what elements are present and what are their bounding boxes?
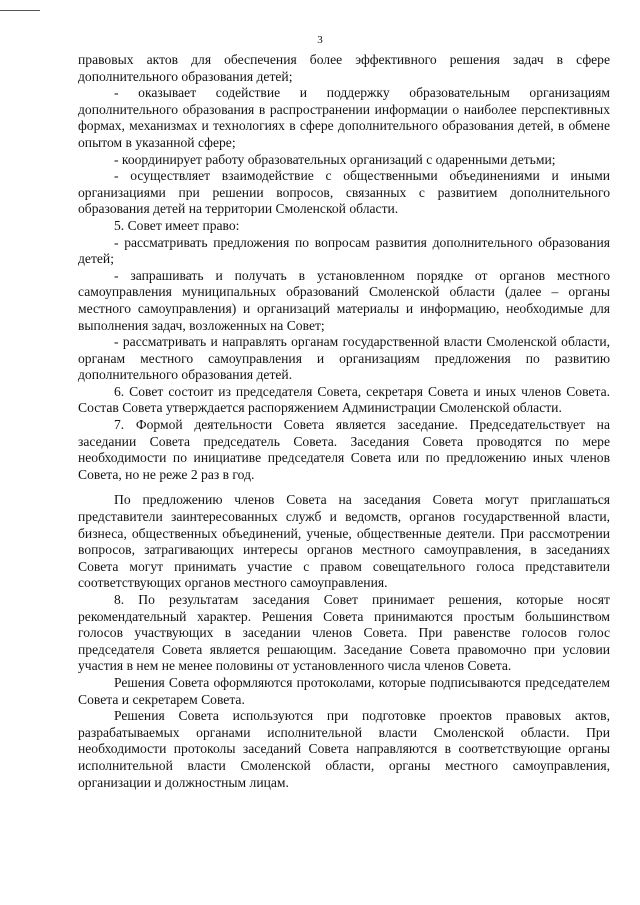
document-body bbox=[78, 52, 610, 791]
paragraph-usage: Решения Совета используются при подготовке проектов правовых актов, разрабатываемых органами исполнительной власти Смоленской области. При необходимости протоколы заседаний Совета направляются в соответствующие органы исполнительной власти Смоленской области, органы местного самоуправления, организации и должностным лицам. bbox=[78, 708, 610, 790]
scan-edge-line bbox=[0, 10, 40, 11]
paragraph-item-8: 8. По результатам заседания Совет принимает решения, которые носят рекомендательный характер. Решения Совета принимаются простым большинством голосов участвующих в заседании членов Совета. При равенстве голосов голос председателя Совета является решающим. Заседание Совета правомочно при условии участия в нем не менее половины от установленного числа членов Совета. bbox=[78, 592, 610, 674]
paragraph-protocols: Решения Совета оформляются протоколами, которые подписываются председателем Совета и секретарем Совета. bbox=[78, 674, 610, 707]
paragraph-item-7: 7. Формой деятельности Совета является заседание. Председательствует на заседании Совета председатель Совета. Заседания Совета проводятся по мере необходимости по инициативе председателя Совета или по предложению иных членов Совета, но не реже 2 раз в год. bbox=[78, 417, 610, 482]
paragraph-item-6: 6. Совет состоит из председателя Совета, секретаря Совета и иных членов Совета. Состав Совета утверждается распоряжением Администрации Смоленской области. bbox=[78, 383, 610, 416]
paragraph-bullet-consider: - рассматривать предложения по вопросам развития дополнительного образования детей; bbox=[78, 234, 610, 267]
paragraph-invitations: По предложению членов Совета на заседания Совета могут приглашаться представители заинтересованных служб и ведомств, органов государственной власти, бизнеса, общественных объединений, ученые, общественные деятели. При рассмотрении вопросов, затрагивающих интересы органов местного самоуправления, в заседаниях Совета могут принимать участие с правом совещательного голоса представители соответствующих органов местного самоуправления. bbox=[78, 492, 610, 591]
paragraph-bullet-interaction: - осуществляет взаимодействие с общественными объединениями и иными организациями при решении вопросов, связанных с развитием дополнительного образования детей на территории Смоленской области. bbox=[78, 168, 610, 217]
page-number: 3 bbox=[317, 34, 323, 46]
paragraph-continuation: правовых актов для обеспечения более эффективного решения задач в сфере дополнительного образования детей; bbox=[78, 52, 610, 84]
paragraph-bullet-coordinates: - координирует работу образовательных организаций с одаренными детьми; bbox=[114, 151, 556, 167]
paragraph-item-5: 5. Совет имеет право: bbox=[114, 217, 240, 233]
paragraph-bullet-support: - оказывает содействие и поддержку образовательным организациям дополнительного образования в распространении информации о наиболее перспективных формах, механизмах и технологиях в сфере дополнительного образования детей, в обмене опытом в указанной сфере; bbox=[78, 85, 610, 150]
paragraph-bullet-request: - запрашивать и получать в установленном порядке от органов местного самоуправления муниципальных образований Смоленской области (далее – органы местного самоуправления) и организаций материалы и информацию, необходимые для выполнения задач, возложенных на Совет; bbox=[78, 267, 610, 333]
paragraph-bullet-send: - рассматривать и направлять органам государственной власти Смоленской области, органам местного самоуправления и организациям предложения по развитию дополнительного образования детей. bbox=[78, 334, 610, 383]
